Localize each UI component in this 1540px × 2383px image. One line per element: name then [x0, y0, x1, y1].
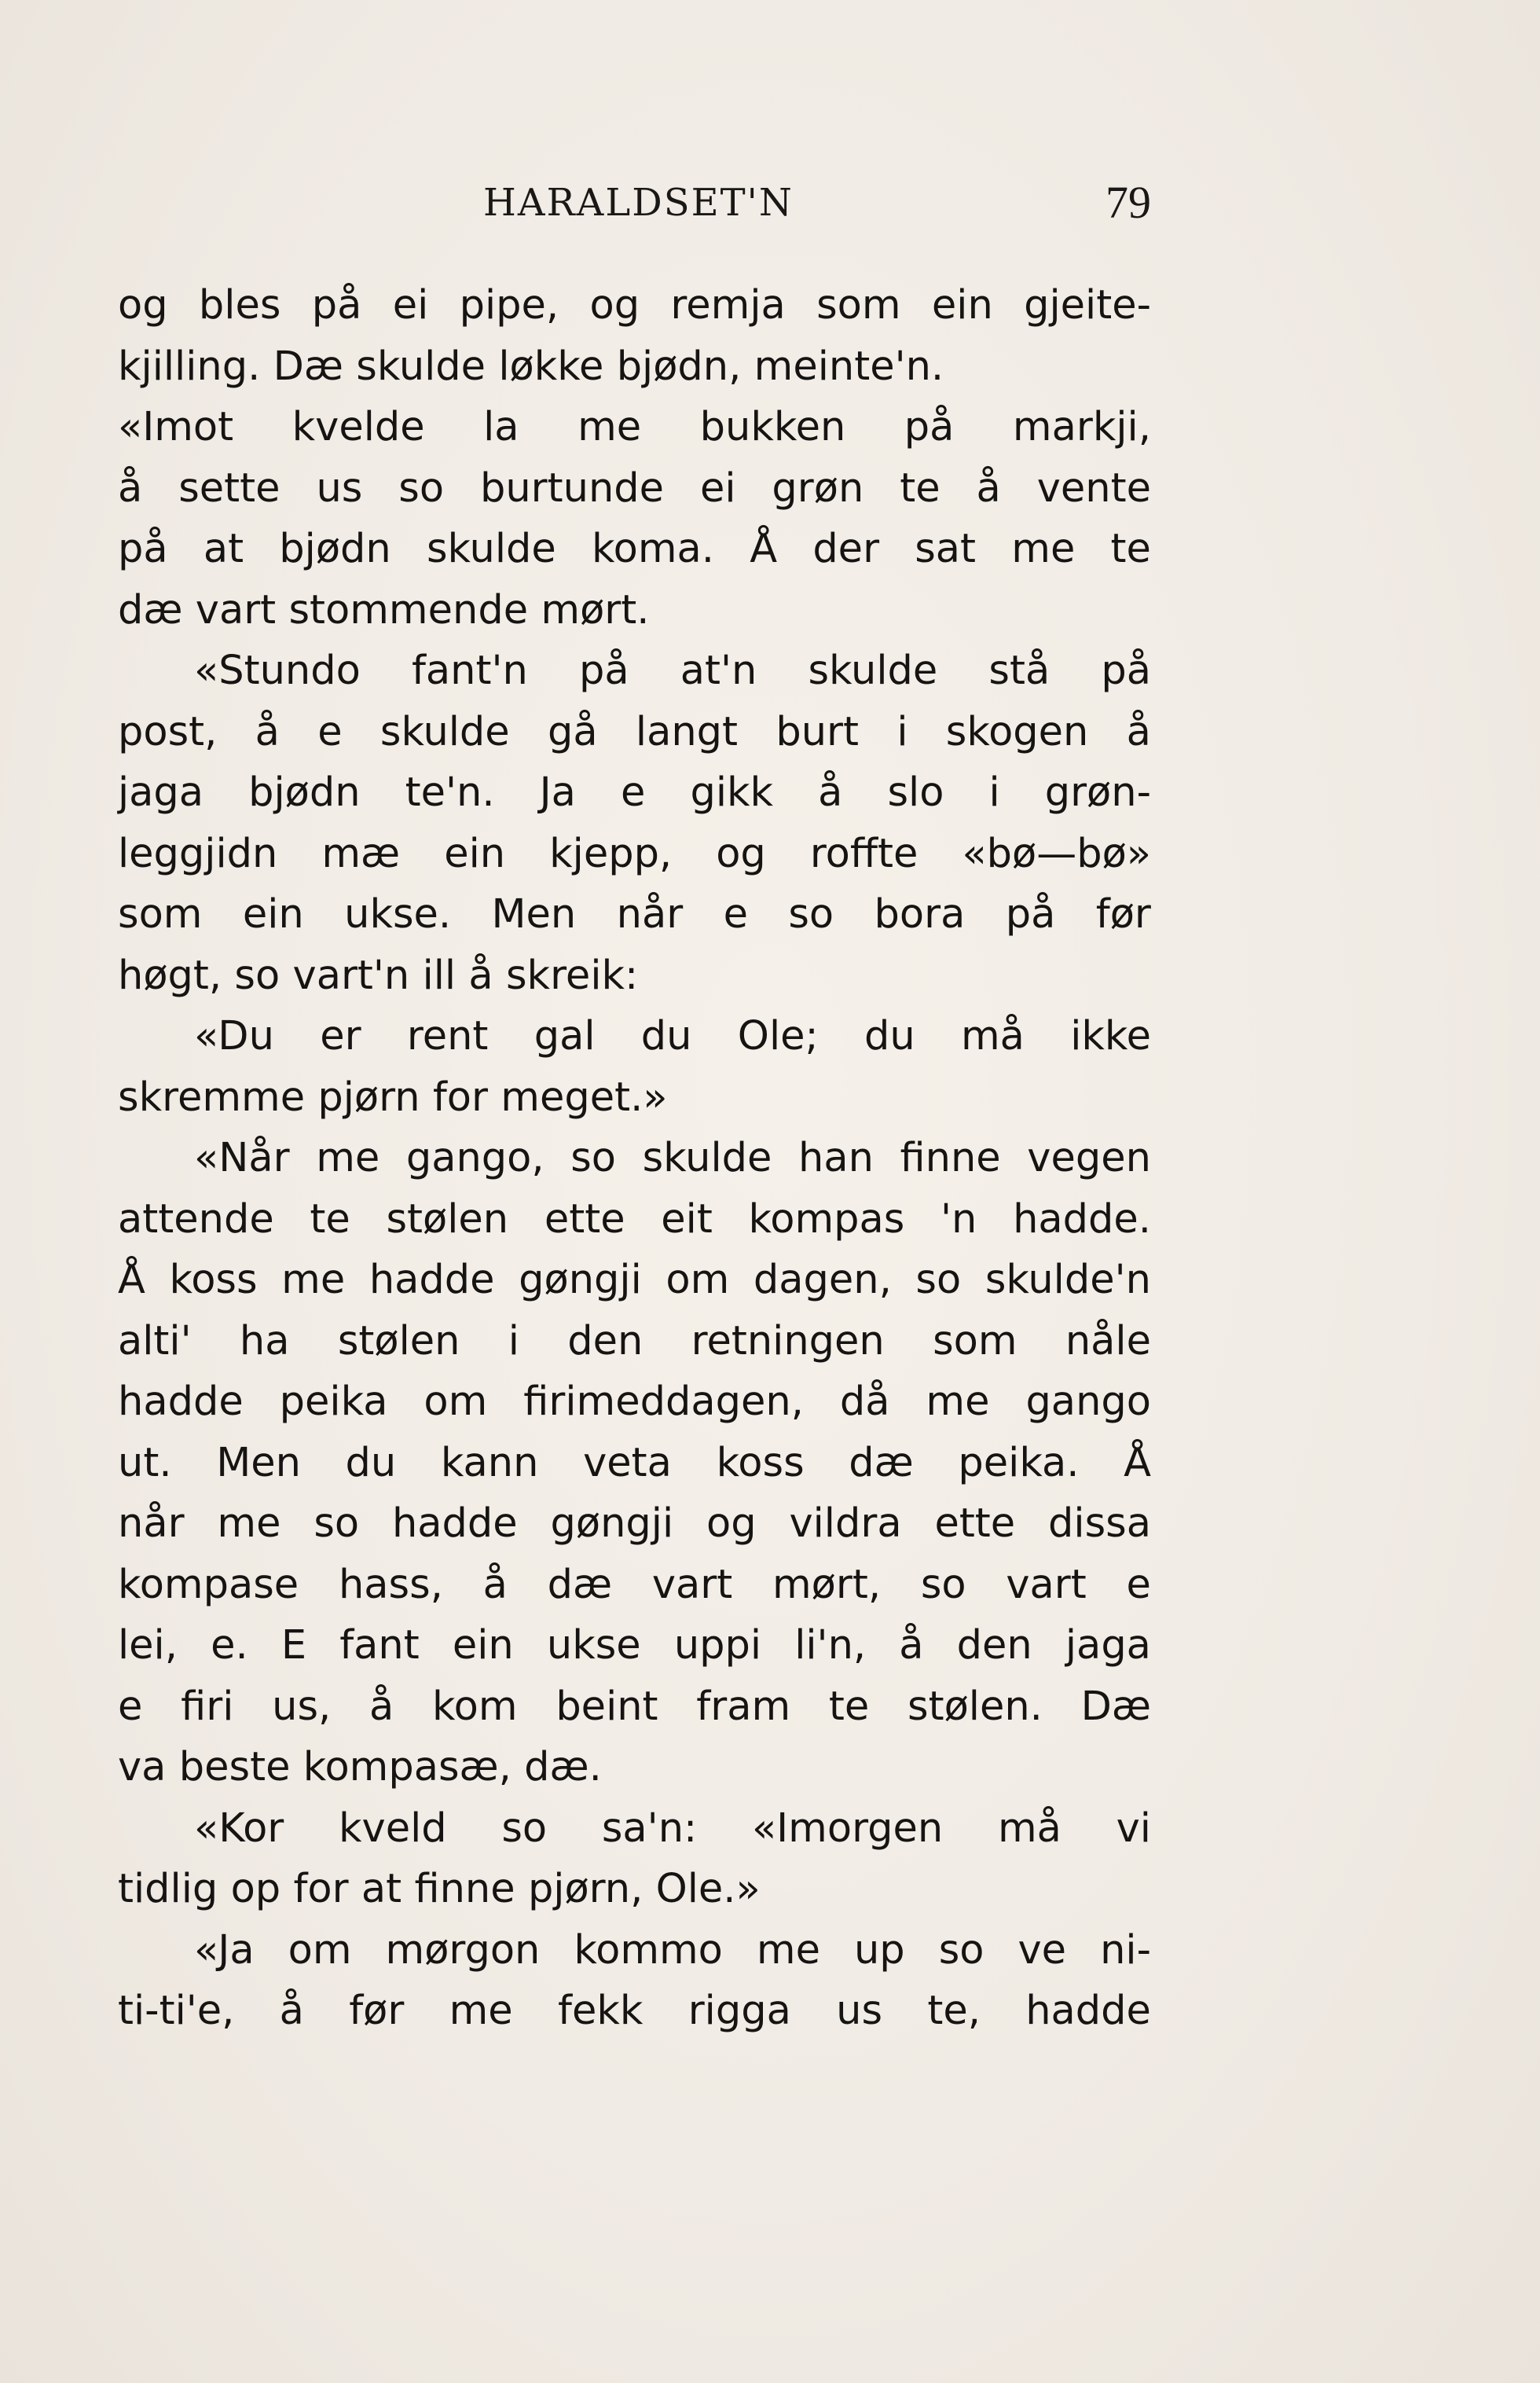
word: e: [317, 708, 343, 755]
word: bjødn,: [616, 343, 742, 390]
word: up: [853, 1926, 905, 1974]
word: «Du: [194, 1013, 274, 1059]
word: gå: [547, 708, 598, 755]
word: Å: [750, 526, 778, 572]
word: «Imot: [118, 404, 234, 450]
word: te: [1110, 526, 1151, 572]
word: skremme: [118, 1074, 306, 1121]
text-line: [118, 275, 1151, 336]
word: når: [616, 891, 684, 938]
word: e: [723, 891, 748, 938]
word: grøn: [772, 464, 864, 512]
word: dæ: [849, 1439, 914, 1486]
word: skogen: [945, 708, 1089, 755]
word: jaga: [118, 769, 204, 816]
word: og: [118, 282, 168, 329]
word: me: [578, 404, 642, 450]
word: va: [118, 1744, 167, 1790]
word: koss: [169, 1257, 258, 1303]
word: ve: [1018, 1926, 1067, 1974]
word: me: [217, 1500, 281, 1547]
word: meget.»: [500, 1074, 668, 1121]
word: og: [589, 282, 640, 329]
word: gjeite-: [1024, 282, 1151, 329]
word: dagen,: [753, 1257, 892, 1303]
word: stå: [988, 648, 1050, 694]
word: so: [234, 952, 280, 999]
word: pipe,: [459, 282, 559, 329]
word: pjørn: [317, 1074, 420, 1121]
word: han: [798, 1135, 874, 1181]
word: ein: [242, 891, 304, 938]
word: roffte: [809, 830, 918, 877]
word: når: [118, 1500, 185, 1547]
word: å: [899, 1622, 924, 1669]
word: ill: [422, 952, 456, 999]
text-line: [118, 1981, 1151, 2042]
word: på: [1101, 648, 1151, 694]
word: ha: [239, 1317, 290, 1364]
word: å: [468, 952, 493, 999]
word: sat: [915, 526, 977, 572]
word: so: [570, 1135, 616, 1181]
word: dæ: [118, 586, 183, 633]
text-line: [118, 1676, 1151, 1738]
word: e: [118, 1683, 143, 1730]
word: for: [293, 1866, 349, 1912]
word: ette: [544, 1195, 625, 1243]
word: rigga: [688, 1988, 791, 2034]
word: for: [432, 1074, 488, 1121]
word: us: [836, 1988, 883, 2034]
word: at: [361, 1866, 402, 1912]
text-line: [118, 458, 1151, 520]
word: hass,: [338, 1561, 443, 1608]
word: hadde: [118, 1379, 244, 1425]
word: koss: [716, 1439, 805, 1486]
word: stølen: [337, 1317, 460, 1364]
word: der: [812, 526, 880, 572]
word: og: [716, 830, 766, 877]
word: du: [864, 1013, 915, 1059]
text-line: [118, 1555, 1151, 1616]
word: attende: [118, 1195, 274, 1243]
word: so: [938, 1926, 984, 1974]
word: mørgon: [385, 1926, 541, 1974]
word: peika: [279, 1379, 388, 1425]
word: vart: [651, 1561, 733, 1608]
word: å: [818, 769, 843, 816]
word: remja: [670, 282, 786, 329]
text-line: [118, 1128, 1151, 1189]
word: ein: [452, 1622, 514, 1669]
word: rent: [406, 1013, 489, 1059]
word: beint: [556, 1683, 658, 1730]
text-line: [118, 1615, 1151, 1676]
text-line: [118, 641, 1151, 702]
word: å: [368, 1683, 394, 1730]
word: la: [483, 404, 519, 450]
word: me: [1011, 526, 1076, 572]
word: langt: [635, 708, 739, 755]
word: å: [118, 464, 143, 512]
word: bjødn: [248, 769, 361, 816]
word: «bø—bø»: [962, 830, 1151, 877]
word: sa'n:: [601, 1805, 698, 1852]
word: e.: [211, 1622, 248, 1669]
word: den: [956, 1622, 1032, 1669]
word: jaga: [1065, 1622, 1151, 1669]
word: at: [203, 526, 244, 572]
word: gango,: [405, 1135, 544, 1181]
word: kompas: [748, 1195, 905, 1243]
text-line: [118, 1920, 1151, 1981]
word: leggjidn: [118, 830, 278, 877]
word: hadde: [1025, 1988, 1151, 2034]
word: å: [1126, 708, 1151, 755]
text-line: [118, 1798, 1151, 1860]
word: markji,: [1012, 404, 1151, 450]
word: bles: [198, 282, 281, 329]
text-line: [118, 397, 1151, 458]
word: meinte'n.: [754, 343, 944, 390]
word: me: [281, 1257, 346, 1303]
word: Ja: [539, 769, 576, 816]
word: sette: [178, 464, 280, 512]
word: te: [310, 1195, 350, 1243]
word: Men: [216, 1439, 301, 1486]
word: gøngji: [519, 1257, 642, 1303]
word: peika.: [958, 1439, 1080, 1486]
text-line: [118, 336, 1151, 398]
word: kommo: [574, 1926, 723, 1974]
text-line: [118, 1189, 1151, 1250]
word: i: [988, 769, 1000, 816]
word: ei: [699, 464, 736, 512]
word: grøn-: [1044, 769, 1151, 816]
word: på: [118, 526, 168, 572]
word: burtunde: [479, 464, 665, 512]
text-line: [118, 519, 1151, 580]
word: ein: [931, 282, 993, 329]
word: dissa: [1048, 1500, 1151, 1547]
word: ein: [444, 830, 506, 877]
word: E: [280, 1622, 307, 1669]
word: kom: [431, 1683, 518, 1730]
word: so: [314, 1500, 360, 1547]
word: vart: [195, 586, 277, 633]
word: uppi: [673, 1622, 762, 1669]
word: Men: [491, 891, 577, 938]
word: veta: [583, 1439, 672, 1486]
word: eit: [661, 1195, 713, 1243]
word: me: [316, 1135, 380, 1181]
text-line: [118, 762, 1151, 824]
word: skulde: [642, 1135, 772, 1181]
word: gal: [534, 1013, 596, 1059]
word: me: [449, 1988, 513, 2034]
word: Ole.»: [655, 1866, 761, 1912]
word: bjødn: [279, 526, 391, 572]
word: so: [501, 1805, 548, 1852]
word: skulde: [426, 526, 556, 572]
word: kann: [440, 1439, 539, 1486]
word: Å: [1124, 1439, 1151, 1486]
word: us,: [272, 1683, 332, 1730]
word: vart: [1006, 1561, 1087, 1608]
word: 'n: [940, 1195, 977, 1243]
word: du: [345, 1439, 397, 1486]
word: på: [578, 648, 629, 694]
word: so: [915, 1257, 962, 1303]
word: alti': [118, 1317, 192, 1364]
body-text: [118, 275, 1151, 2042]
word: kompase: [118, 1561, 299, 1608]
text-line: [118, 1067, 1151, 1129]
word: mørt.: [541, 586, 650, 633]
word: so: [398, 464, 445, 512]
word: vegen: [1027, 1135, 1151, 1181]
text-line: [118, 884, 1151, 945]
word: løkke: [498, 343, 604, 390]
word: ette: [934, 1500, 1016, 1547]
word: som: [118, 891, 203, 938]
word: stølen: [386, 1195, 509, 1243]
page-number: 79: [1106, 177, 1151, 228]
word: å: [976, 464, 1001, 512]
text-line: [118, 1859, 1151, 1920]
text-line: [118, 1433, 1151, 1494]
word: kvelde: [292, 404, 425, 450]
word: stølen.: [908, 1683, 1043, 1730]
word: kjepp,: [549, 830, 673, 877]
word: pjørn,: [527, 1866, 644, 1912]
word: te,: [927, 1988, 981, 2034]
word: op: [230, 1866, 281, 1912]
word: då: [839, 1379, 890, 1425]
word: at'n: [680, 648, 757, 694]
word: Ole;: [737, 1013, 819, 1059]
word: før: [1095, 891, 1151, 938]
word: e: [621, 769, 646, 816]
word: må: [960, 1013, 1025, 1059]
word: skulde'n: [984, 1257, 1151, 1303]
text-line: [118, 945, 1151, 1007]
word: te: [900, 464, 940, 512]
word: før: [349, 1988, 405, 2034]
word: bora: [874, 891, 966, 938]
word: vildra: [789, 1500, 902, 1547]
word: i: [508, 1317, 519, 1364]
word: Å: [118, 1257, 145, 1303]
word: post,: [118, 708, 218, 755]
word: skulde: [356, 343, 486, 390]
word: lei,: [118, 1622, 178, 1669]
word: «Når: [194, 1135, 290, 1181]
word: om: [666, 1257, 730, 1303]
text-line: [118, 824, 1151, 885]
word: gikk: [690, 769, 774, 816]
word: burt: [776, 708, 860, 755]
word: nåle: [1065, 1317, 1151, 1364]
word: kveld: [339, 1805, 447, 1852]
word: hadde.: [1013, 1195, 1151, 1243]
word: so: [788, 891, 834, 938]
word: Dæ: [273, 343, 343, 390]
word: vart'n: [292, 952, 410, 999]
word: hadde: [368, 1257, 495, 1303]
word: fant'n: [411, 648, 528, 694]
word: so: [920, 1561, 966, 1608]
word: ukse.: [344, 891, 452, 938]
word: på: [904, 404, 955, 450]
word: skulde: [380, 708, 510, 755]
word: hadde: [391, 1500, 518, 1547]
word: dæ: [547, 1561, 613, 1608]
word: vi: [1116, 1805, 1151, 1852]
text-line: [118, 580, 1151, 641]
word: Dæ: [1080, 1683, 1151, 1730]
word: ti-ti'e,: [118, 1988, 235, 2034]
text-line: [118, 1311, 1151, 1372]
word: li'n,: [794, 1622, 867, 1669]
word: mæ: [321, 830, 401, 877]
word: stommende: [288, 586, 529, 633]
word: gango: [1025, 1379, 1151, 1425]
word: ikke: [1070, 1013, 1151, 1059]
word: finne: [414, 1866, 515, 1912]
word: kompasæ,: [302, 1744, 512, 1790]
word: på: [311, 282, 362, 329]
word: skulde: [808, 648, 938, 694]
word: us: [316, 464, 363, 512]
word: te'n.: [405, 769, 495, 816]
word: ei: [392, 282, 429, 329]
word: og: [706, 1500, 757, 1547]
word: mørt,: [772, 1561, 882, 1608]
word: å: [482, 1561, 508, 1608]
word: fant: [339, 1622, 420, 1669]
word: me: [926, 1379, 990, 1425]
word: e: [1126, 1561, 1151, 1608]
word: om: [288, 1926, 352, 1974]
word: som: [933, 1317, 1018, 1364]
word: slo: [887, 769, 944, 816]
word: retningen: [691, 1317, 885, 1364]
word: me: [756, 1926, 820, 1974]
text-line: [118, 1737, 1151, 1798]
word: kjilling.: [118, 343, 261, 390]
word: ni-: [1100, 1926, 1151, 1974]
word: høgt,: [118, 952, 222, 999]
text-line: [118, 1250, 1151, 1311]
word: er: [320, 1013, 361, 1059]
word: «Ja: [194, 1926, 255, 1974]
word: gøngji: [550, 1500, 674, 1547]
running-head: HARALDSET'N: [483, 181, 794, 225]
word: i: [896, 708, 908, 755]
word: fram: [696, 1683, 791, 1730]
word: skreik:: [505, 952, 639, 999]
text-line: [118, 702, 1151, 763]
word: koma.: [591, 526, 715, 572]
word: å: [255, 708, 280, 755]
text-line: [118, 1493, 1151, 1555]
page-header: [118, 171, 1151, 234]
word: firimeddagen,: [523, 1379, 804, 1425]
word: «Kor: [194, 1805, 284, 1852]
text-line: [118, 1006, 1151, 1067]
word: te: [828, 1683, 870, 1730]
word: fekk: [557, 1988, 644, 2034]
word: ut.: [118, 1439, 172, 1486]
word: den: [567, 1317, 644, 1364]
word: «Stundo: [194, 648, 361, 694]
word: «Imorgen: [751, 1805, 944, 1852]
word: ukse: [546, 1622, 641, 1669]
word: dæ.: [524, 1744, 602, 1790]
word: vente: [1036, 464, 1151, 512]
word: om: [424, 1379, 488, 1425]
text-line: [118, 1371, 1151, 1433]
word: tidlig: [118, 1866, 218, 1912]
word: bukken: [699, 404, 846, 450]
word: på: [1005, 891, 1056, 938]
word: du: [640, 1013, 692, 1059]
word: firi: [181, 1683, 234, 1730]
word: å: [279, 1988, 304, 2034]
word: beste: [178, 1744, 291, 1790]
word: finne: [900, 1135, 1001, 1181]
word: som: [816, 282, 901, 329]
word: må: [997, 1805, 1062, 1852]
